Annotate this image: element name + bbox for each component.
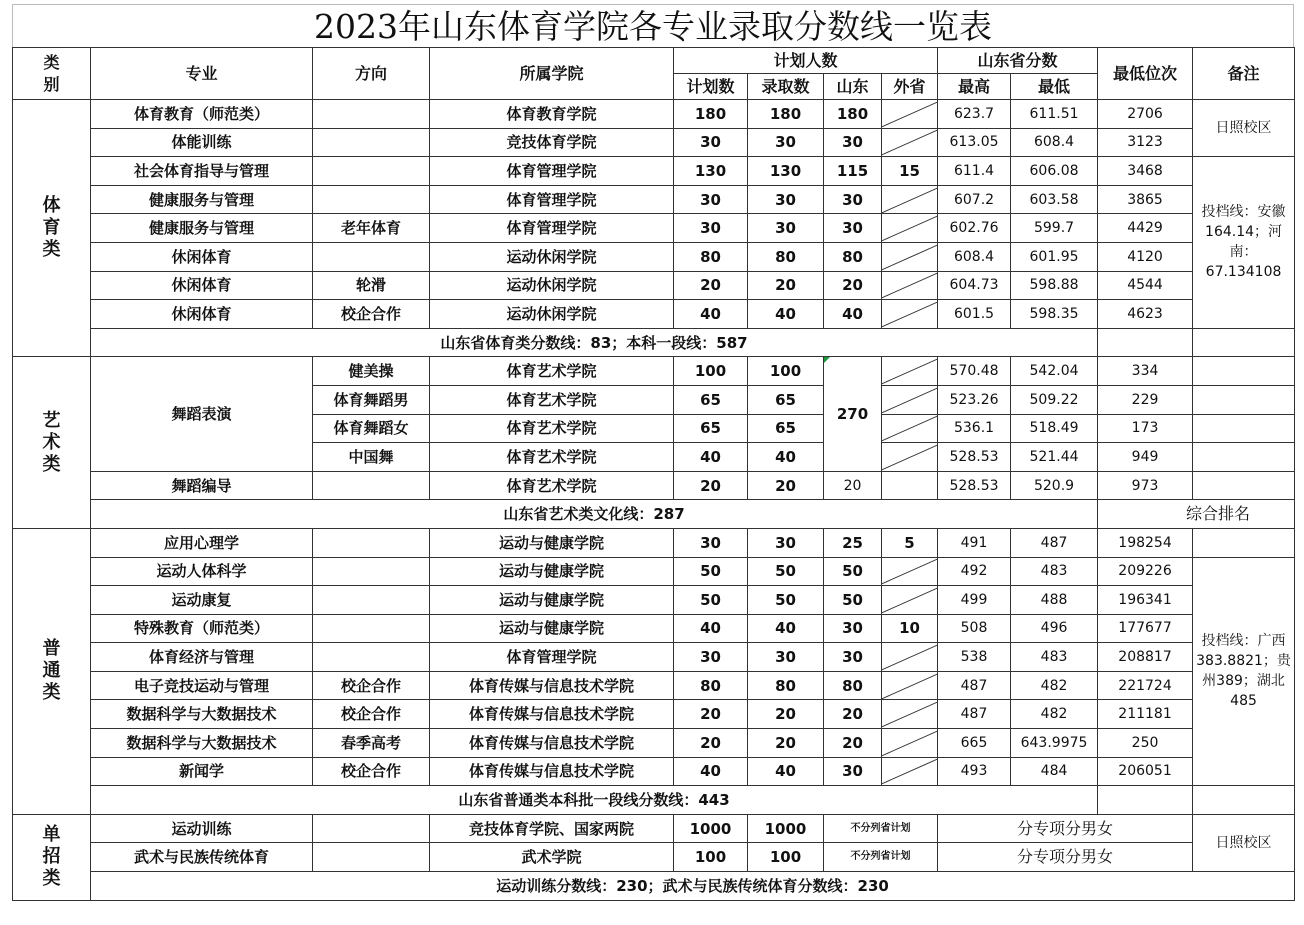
admitted-cell: 30 — [748, 528, 824, 557]
category-general: 普 通 类 — [13, 528, 91, 814]
rank-cell: 334 — [1098, 357, 1193, 386]
direction-cell — [313, 843, 430, 872]
lowest-cell: 598.35 — [1011, 300, 1098, 329]
college-cell: 体育艺术学院 — [430, 385, 674, 414]
direction-cell — [313, 100, 430, 129]
admitted-cell: 50 — [748, 557, 824, 586]
shandong-cell: 50 — [824, 586, 882, 615]
sports-summary: 山东省体育类分数线：83；本科一段线：587 — [91, 328, 1098, 357]
college-cell: 运动休闲学院 — [430, 271, 674, 300]
college-cell: 体育艺术学院 — [430, 471, 674, 500]
college-cell: 体育管理学院 — [430, 643, 674, 672]
highest-cell: 611.4 — [938, 157, 1011, 186]
table-row — [13, 185, 1295, 214]
plan-cell: 40 — [674, 300, 748, 329]
header-outside: 外省 — [882, 74, 938, 100]
outside-cell — [882, 100, 938, 129]
admitted-cell: 100 — [748, 843, 824, 872]
rank-cell: 196341 — [1098, 586, 1193, 615]
table-row — [13, 214, 1295, 243]
outside-cell — [882, 357, 938, 386]
admitted-cell: 40 — [748, 757, 824, 786]
table-row — [13, 300, 1295, 329]
header-score-group: 山东省分数 — [938, 48, 1098, 74]
highest-cell: 487 — [938, 671, 1011, 700]
plan-cell: 80 — [674, 671, 748, 700]
highest-cell: 570.48 — [938, 357, 1011, 386]
shandong-cell: 180 — [824, 100, 882, 129]
direction-cell — [313, 814, 430, 843]
direction-cell: 校企合作 — [313, 700, 430, 729]
table-row — [13, 528, 1295, 557]
major-cell: 数据科学与大数据技术 — [91, 729, 313, 758]
note-cell — [1193, 528, 1295, 557]
outside-cell — [882, 185, 938, 214]
shandong-cell: 80 — [824, 671, 882, 700]
admitted-cell: 20 — [748, 271, 824, 300]
header-admitted: 录取数 — [748, 74, 824, 100]
note-cell: 投档线：安徽164.14；河南：67.134108 — [1193, 157, 1295, 329]
major-cell: 休闲体育 — [91, 300, 313, 329]
plan-scope-cell: 不分列省计划 — [824, 843, 938, 872]
major-cell: 特殊教育（师范类） — [91, 614, 313, 643]
rank-cell: 250 — [1098, 729, 1193, 758]
shandong-cell: 115 — [824, 157, 882, 186]
admitted-cell: 30 — [748, 643, 824, 672]
plan-cell: 130 — [674, 157, 748, 186]
header-major: 专业 — [91, 48, 313, 100]
header-highest: 最高 — [938, 74, 1011, 100]
college-cell: 武术学院 — [430, 843, 674, 872]
outside-cell — [882, 643, 938, 672]
plan-cell: 80 — [674, 242, 748, 271]
college-cell: 运动与健康学院 — [430, 528, 674, 557]
rank-cell: 4623 — [1098, 300, 1193, 329]
shandong-cell: 270 — [824, 357, 882, 471]
art-rank-label: 综合排名 — [1098, 500, 1295, 529]
empty-cell — [1193, 328, 1295, 357]
shandong-cell: 30 — [824, 757, 882, 786]
table-row — [13, 271, 1295, 300]
outside-cell — [882, 586, 938, 615]
admitted-cell: 30 — [748, 214, 824, 243]
outside-cell — [882, 729, 938, 758]
major-cell: 健康服务与管理 — [91, 214, 313, 243]
lowest-cell: 482 — [1011, 700, 1098, 729]
note-cell — [1193, 414, 1295, 443]
lowest-cell: 521.44 — [1011, 443, 1098, 472]
outside-cell — [882, 671, 938, 700]
lowest-cell: 483 — [1011, 557, 1098, 586]
plan-cell: 40 — [674, 614, 748, 643]
header-shandong: 山东 — [824, 74, 882, 100]
rank-cell: 221724 — [1098, 671, 1193, 700]
admission-score-sheet — [12, 4, 1294, 901]
major-cell: 舞蹈编导 — [91, 471, 313, 500]
admitted-cell: 100 — [748, 357, 824, 386]
outside-cell — [882, 757, 938, 786]
admitted-cell: 65 — [748, 385, 824, 414]
rank-cell: 3123 — [1098, 128, 1193, 157]
table-row — [13, 671, 1295, 700]
lowest-cell: 509.22 — [1011, 385, 1098, 414]
summary-row — [13, 500, 1295, 529]
direction-cell — [313, 128, 430, 157]
plan-cell: 1000 — [674, 814, 748, 843]
lowest-cell: 643.9975 — [1011, 729, 1098, 758]
plan-cell: 30 — [674, 643, 748, 672]
rank-cell: 229 — [1098, 385, 1193, 414]
admitted-cell: 130 — [748, 157, 824, 186]
admitted-cell: 40 — [748, 443, 824, 472]
major-cell: 休闲体育 — [91, 271, 313, 300]
college-cell: 体育教育学院 — [430, 100, 674, 129]
plan-cell: 20 — [674, 729, 748, 758]
direction-cell: 校企合作 — [313, 300, 430, 329]
highest-cell: 608.4 — [938, 242, 1011, 271]
rank-cell: 208817 — [1098, 643, 1193, 672]
outside-cell — [882, 700, 938, 729]
college-cell: 运动与健康学院 — [430, 614, 674, 643]
college-cell: 竞技体育学院、国家两院 — [430, 814, 674, 843]
highest-cell: 602.76 — [938, 214, 1011, 243]
direction-cell — [313, 471, 430, 500]
category-sports: 体 育 类 — [13, 100, 91, 357]
plan-cell: 30 — [674, 214, 748, 243]
direction-cell: 体育舞蹈女 — [313, 414, 430, 443]
header-plan-group: 计划人数 — [674, 48, 938, 74]
lowest-cell: 599.7 — [1011, 214, 1098, 243]
college-cell: 体育管理学院 — [430, 157, 674, 186]
admitted-cell: 40 — [748, 614, 824, 643]
note-cell — [1193, 385, 1295, 414]
shandong-cell: 20 — [824, 271, 882, 300]
college-cell: 体育传媒与信息技术学院 — [430, 729, 674, 758]
plan-cell: 30 — [674, 528, 748, 557]
college-cell: 运动与健康学院 — [430, 557, 674, 586]
highest-cell: 508 — [938, 614, 1011, 643]
highest-cell: 492 — [938, 557, 1011, 586]
highest-cell: 493 — [938, 757, 1011, 786]
college-cell: 体育传媒与信息技术学院 — [430, 671, 674, 700]
direction-cell — [313, 586, 430, 615]
highest-cell: 665 — [938, 729, 1011, 758]
table-row — [13, 814, 1295, 843]
lowest-cell: 518.49 — [1011, 414, 1098, 443]
direction-cell — [313, 643, 430, 672]
lowest-cell: 606.08 — [1011, 157, 1098, 186]
lowest-cell: 482 — [1011, 671, 1098, 700]
lowest-cell: 601.95 — [1011, 242, 1098, 271]
direction-cell: 体育舞蹈男 — [313, 385, 430, 414]
rank-cell: 949 — [1098, 443, 1193, 472]
college-cell: 运动休闲学院 — [430, 242, 674, 271]
college-cell: 竞技体育学院 — [430, 128, 674, 157]
lowest-cell: 484 — [1011, 757, 1098, 786]
highest-cell: 601.5 — [938, 300, 1011, 329]
direction-cell — [313, 157, 430, 186]
table-row — [13, 757, 1295, 786]
plan-cell: 20 — [674, 700, 748, 729]
outside-cell — [882, 443, 938, 472]
highest-cell: 528.53 — [938, 443, 1011, 472]
direction-cell — [313, 242, 430, 271]
college-cell: 体育艺术学院 — [430, 443, 674, 472]
lowest-cell: 603.58 — [1011, 185, 1098, 214]
table-row — [13, 586, 1295, 615]
rank-cell: 2706 — [1098, 100, 1193, 129]
admitted-cell: 65 — [748, 414, 824, 443]
outside-cell — [882, 128, 938, 157]
lowest-cell: 598.88 — [1011, 271, 1098, 300]
empty-cell — [1098, 328, 1193, 357]
highest-cell: 607.2 — [938, 185, 1011, 214]
shandong-cell: 20 — [824, 729, 882, 758]
direction-cell — [313, 557, 430, 586]
summary-row — [13, 328, 1295, 357]
college-cell: 体育传媒与信息技术学院 — [430, 700, 674, 729]
major-cell: 应用心理学 — [91, 528, 313, 557]
admitted-cell: 50 — [748, 586, 824, 615]
direction-cell: 中国舞 — [313, 443, 430, 472]
summary-row — [13, 872, 1295, 901]
outside-cell — [882, 300, 938, 329]
table-row — [13, 471, 1295, 500]
outside-cell: 10 — [882, 614, 938, 643]
lowest-cell: 487 — [1011, 528, 1098, 557]
major-cell: 武术与民族传统体育 — [91, 843, 313, 872]
table-row — [13, 729, 1295, 758]
lowest-cell: 520.9 — [1011, 471, 1098, 500]
shandong-cell: 20 — [824, 471, 882, 500]
rank-cell: 177677 — [1098, 614, 1193, 643]
direction-cell — [313, 528, 430, 557]
outside-cell — [882, 242, 938, 271]
lowest-cell: 488 — [1011, 586, 1098, 615]
plan-cell: 180 — [674, 100, 748, 129]
table-row — [13, 700, 1295, 729]
plan-cell: 30 — [674, 185, 748, 214]
direction-cell: 春季高考 — [313, 729, 430, 758]
plan-cell: 30 — [674, 128, 748, 157]
shandong-cell: 25 — [824, 528, 882, 557]
table-row — [13, 128, 1295, 157]
header-notes: 备注 — [1193, 48, 1295, 100]
empty-cell — [1098, 786, 1193, 815]
lowest-cell: 542.04 — [1011, 357, 1098, 386]
major-cell: 电子竞技运动与管理 — [91, 671, 313, 700]
header-lowest: 最低 — [1011, 74, 1098, 100]
direction-cell: 健美操 — [313, 357, 430, 386]
major-cell: 新闻学 — [91, 757, 313, 786]
category-single: 单 招 类 — [13, 814, 91, 900]
outside-cell — [882, 214, 938, 243]
college-cell: 体育艺术学院 — [430, 414, 674, 443]
admitted-cell: 20 — [748, 729, 824, 758]
shandong-cell: 40 — [824, 300, 882, 329]
admitted-cell: 180 — [748, 100, 824, 129]
plan-cell: 40 — [674, 443, 748, 472]
outside-cell — [882, 385, 938, 414]
rank-cell: 209226 — [1098, 557, 1193, 586]
direction-cell: 老年体育 — [313, 214, 430, 243]
admitted-cell: 30 — [748, 128, 824, 157]
major-cell: 社会体育指导与管理 — [91, 157, 313, 186]
outside-cell — [882, 471, 938, 500]
highest-cell: 538 — [938, 643, 1011, 672]
admitted-cell: 80 — [748, 671, 824, 700]
college-cell: 运动休闲学院 — [430, 300, 674, 329]
rank-cell: 173 — [1098, 414, 1193, 443]
college-cell: 体育传媒与信息技术学院 — [430, 757, 674, 786]
outside-cell — [882, 557, 938, 586]
outside-cell — [882, 271, 938, 300]
empty-cell — [1193, 786, 1295, 815]
header-min-rank: 最低位次 — [1098, 48, 1193, 100]
table-row — [13, 157, 1295, 186]
table-row — [13, 242, 1295, 271]
college-cell: 体育管理学院 — [430, 214, 674, 243]
plan-cell: 20 — [674, 271, 748, 300]
plan-cell: 100 — [674, 357, 748, 386]
major-cell: 体能训练 — [91, 128, 313, 157]
header-plan: 计划数 — [674, 74, 748, 100]
highest-cell: 491 — [938, 528, 1011, 557]
rank-cell: 973 — [1098, 471, 1193, 500]
admitted-cell: 80 — [748, 242, 824, 271]
college-cell: 运动与健康学院 — [430, 586, 674, 615]
score-note-cell: 分专项分男女 — [938, 814, 1193, 843]
major-cell: 休闲体育 — [91, 242, 313, 271]
admitted-cell: 40 — [748, 300, 824, 329]
direction-cell: 校企合作 — [313, 757, 430, 786]
direction-cell — [313, 614, 430, 643]
plan-scope-cell: 不分列省计划 — [824, 814, 938, 843]
shandong-cell: 30 — [824, 214, 882, 243]
note-cell — [1193, 357, 1295, 386]
note-cell: 投档线：广西383.8821；贵州389；湖北485 — [1193, 557, 1295, 786]
header-college: 所属学院 — [430, 48, 674, 100]
shandong-cell: 30 — [824, 185, 882, 214]
rank-cell: 211181 — [1098, 700, 1193, 729]
highest-cell: 613.05 — [938, 128, 1011, 157]
admitted-cell: 30 — [748, 185, 824, 214]
lowest-cell: 496 — [1011, 614, 1098, 643]
rank-cell: 4544 — [1098, 271, 1193, 300]
college-cell: 体育管理学院 — [430, 185, 674, 214]
college-cell: 体育艺术学院 — [430, 357, 674, 386]
plan-cell: 40 — [674, 757, 748, 786]
table-row — [13, 357, 1295, 386]
rank-cell: 4429 — [1098, 214, 1193, 243]
single-summary: 运动训练分数线：230；武术与民族传统体育分数线：230 — [91, 872, 1295, 901]
summary-row — [13, 786, 1295, 815]
highest-cell: 499 — [938, 586, 1011, 615]
general-summary: 山东省普通类本科批一段线分数线：443 — [91, 786, 1098, 815]
score-note-cell: 分专项分男女 — [938, 843, 1193, 872]
rank-cell: 3865 — [1098, 185, 1193, 214]
note-cell — [1193, 443, 1295, 472]
lowest-cell: 608.4 — [1011, 128, 1098, 157]
plan-cell: 65 — [674, 414, 748, 443]
major-cell: 数据科学与大数据技术 — [91, 700, 313, 729]
admitted-cell: 20 — [748, 471, 824, 500]
rank-cell: 4120 — [1098, 242, 1193, 271]
plan-cell: 100 — [674, 843, 748, 872]
shandong-cell: 80 — [824, 242, 882, 271]
table-row — [13, 557, 1295, 586]
note-cell: 日照校区 — [1193, 814, 1295, 871]
table-row — [13, 843, 1295, 872]
shandong-cell: 30 — [824, 614, 882, 643]
table-row — [13, 643, 1295, 672]
plan-cell: 65 — [674, 385, 748, 414]
art-summary: 山东省艺术类文化线：287 — [91, 500, 1098, 529]
outside-cell: 5 — [882, 528, 938, 557]
rank-cell: 206051 — [1098, 757, 1193, 786]
table-row — [13, 100, 1295, 129]
major-cell: 运动训练 — [91, 814, 313, 843]
highest-cell: 523.26 — [938, 385, 1011, 414]
sheet-title: 2023年山东体育学院各专业录取分数线一览表 — [12, 4, 1294, 47]
rank-cell: 198254 — [1098, 528, 1193, 557]
lowest-cell: 611.51 — [1011, 100, 1098, 129]
shandong-cell: 20 — [824, 700, 882, 729]
table-row — [13, 614, 1295, 643]
shandong-cell: 30 — [824, 128, 882, 157]
header-category: 类 别 — [13, 48, 91, 100]
direction-cell — [313, 185, 430, 214]
highest-cell: 487 — [938, 700, 1011, 729]
admitted-cell: 1000 — [748, 814, 824, 843]
score-table-body — [13, 48, 1295, 901]
plan-cell: 20 — [674, 471, 748, 500]
shandong-cell: 30 — [824, 643, 882, 672]
highest-cell: 604.73 — [938, 271, 1011, 300]
outside-cell: 15 — [882, 157, 938, 186]
major-cell: 体育经济与管理 — [91, 643, 313, 672]
major-cell: 运动康复 — [91, 586, 313, 615]
rank-cell: 3468 — [1098, 157, 1193, 186]
note-cell: 日照校区 — [1193, 100, 1295, 157]
header-row-1 — [13, 48, 1295, 74]
shandong-cell: 50 — [824, 557, 882, 586]
note-cell — [1193, 471, 1295, 500]
highest-cell: 536.1 — [938, 414, 1011, 443]
lowest-cell: 483 — [1011, 643, 1098, 672]
highest-cell: 528.53 — [938, 471, 1011, 500]
score-table — [12, 47, 1295, 901]
header-direction: 方向 — [313, 48, 430, 100]
direction-cell: 校企合作 — [313, 671, 430, 700]
admitted-cell: 20 — [748, 700, 824, 729]
direction-cell: 轮滑 — [313, 271, 430, 300]
outside-cell — [882, 414, 938, 443]
category-art: 艺 术 类 — [13, 357, 91, 529]
major-cell: 舞蹈表演 — [91, 357, 313, 471]
major-cell: 体育教育（师范类） — [91, 100, 313, 129]
major-cell: 健康服务与管理 — [91, 185, 313, 214]
highest-cell: 623.7 — [938, 100, 1011, 129]
major-cell: 运动人体科学 — [91, 557, 313, 586]
plan-cell: 50 — [674, 586, 748, 615]
plan-cell: 50 — [674, 557, 748, 586]
